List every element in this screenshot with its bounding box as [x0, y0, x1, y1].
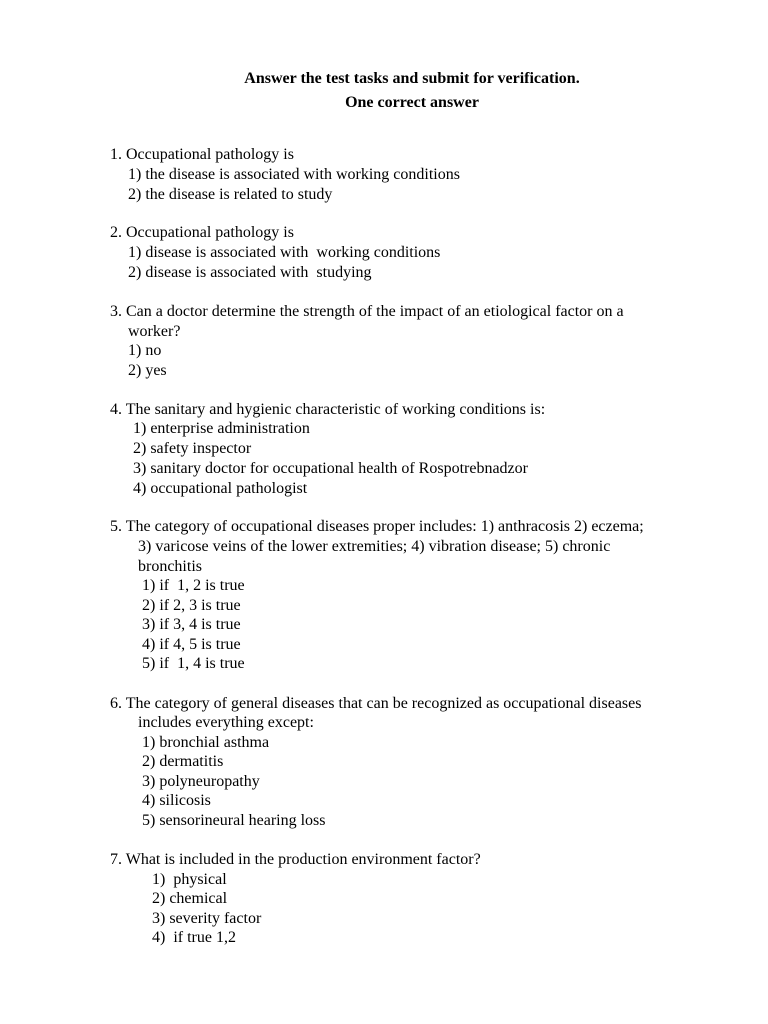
question-5-option-5: 5) if 1, 4 is true — [142, 655, 245, 672]
question-3-stem-continued: worker? — [128, 323, 181, 340]
question-2-stem: 2. Occupational pathology is — [110, 224, 294, 241]
question-6-option-1: 1) bronchial asthma — [142, 734, 270, 751]
question-6-option-5: 5) sensorineural hearing loss — [142, 812, 326, 829]
question-5-stem: 5. The category of occupational diseases proper includes: 1) anthracosis 2) eczema; — [110, 518, 644, 535]
question-3-option-1: 1) no — [128, 342, 162, 359]
question-1-stem: 1. Occupational pathology is — [110, 146, 294, 163]
question-7-option-2: 2) chemical — [152, 890, 228, 907]
question-4-stem: 4. The sanitary and hygienic characteristic of working conditions is: — [110, 401, 546, 418]
question-6-option-4: 4) silicosis — [142, 792, 211, 809]
question-2-option-2: 2) disease is associated with studying — [128, 264, 372, 281]
question-5-stem-continued-1: 3) varicose veins of the lower extremities; 4) vibration disease; 5) chronic — [138, 538, 611, 555]
question-7-option-4: 4) if true 1,2 — [152, 929, 236, 946]
question-7-option-3: 3) severity factor — [152, 910, 262, 927]
question-5-option-1: 1) if 1, 2 is true — [142, 577, 245, 594]
question-3-stem: 3. Can a doctor determine the strength of the impact of an etiological factor on a — [110, 303, 624, 320]
question-4-option-2: 2) safety inspector — [133, 440, 252, 457]
question-5-option-2: 2) if 2, 3 is true — [142, 597, 241, 614]
question-5-option-4: 4) if 4, 5 is true — [142, 636, 241, 653]
question-6-stem: 6. The category of general diseases that can be recognized as occupational diseases — [110, 695, 642, 712]
question-2-option-1: 1) disease is associated with working conditions — [128, 244, 441, 261]
question-4-option-4: 4) occupational pathologist — [133, 480, 308, 497]
page-title: Answer the test tasks and submit for verification. — [244, 70, 580, 87]
page-subtitle: One correct answer — [345, 94, 479, 111]
question-7-option-1: 1) physical — [152, 871, 227, 888]
question-4-option-3: 3) sanitary doctor for occupational health of Rospotrebnadzor — [133, 460, 528, 477]
question-4-option-1: 1) enterprise administration — [133, 420, 310, 437]
question-5-option-3: 3) if 3, 4 is true — [142, 616, 241, 633]
question-6-option-2: 2) dermatitis — [142, 753, 224, 770]
question-6-option-3: 3) polyneuropathy — [142, 773, 260, 790]
question-7-stem: 7. What is included in the production environment factor? — [110, 851, 481, 868]
question-1-option-2: 2) the disease is related to study — [128, 186, 333, 203]
question-1-option-1: 1) the disease is associated with working conditions — [128, 166, 460, 183]
question-5-stem-continued-2: bronchitis — [138, 558, 202, 575]
question-6-stem-continued: includes everything except: — [138, 714, 314, 731]
question-3-option-2: 2) yes — [128, 362, 167, 379]
